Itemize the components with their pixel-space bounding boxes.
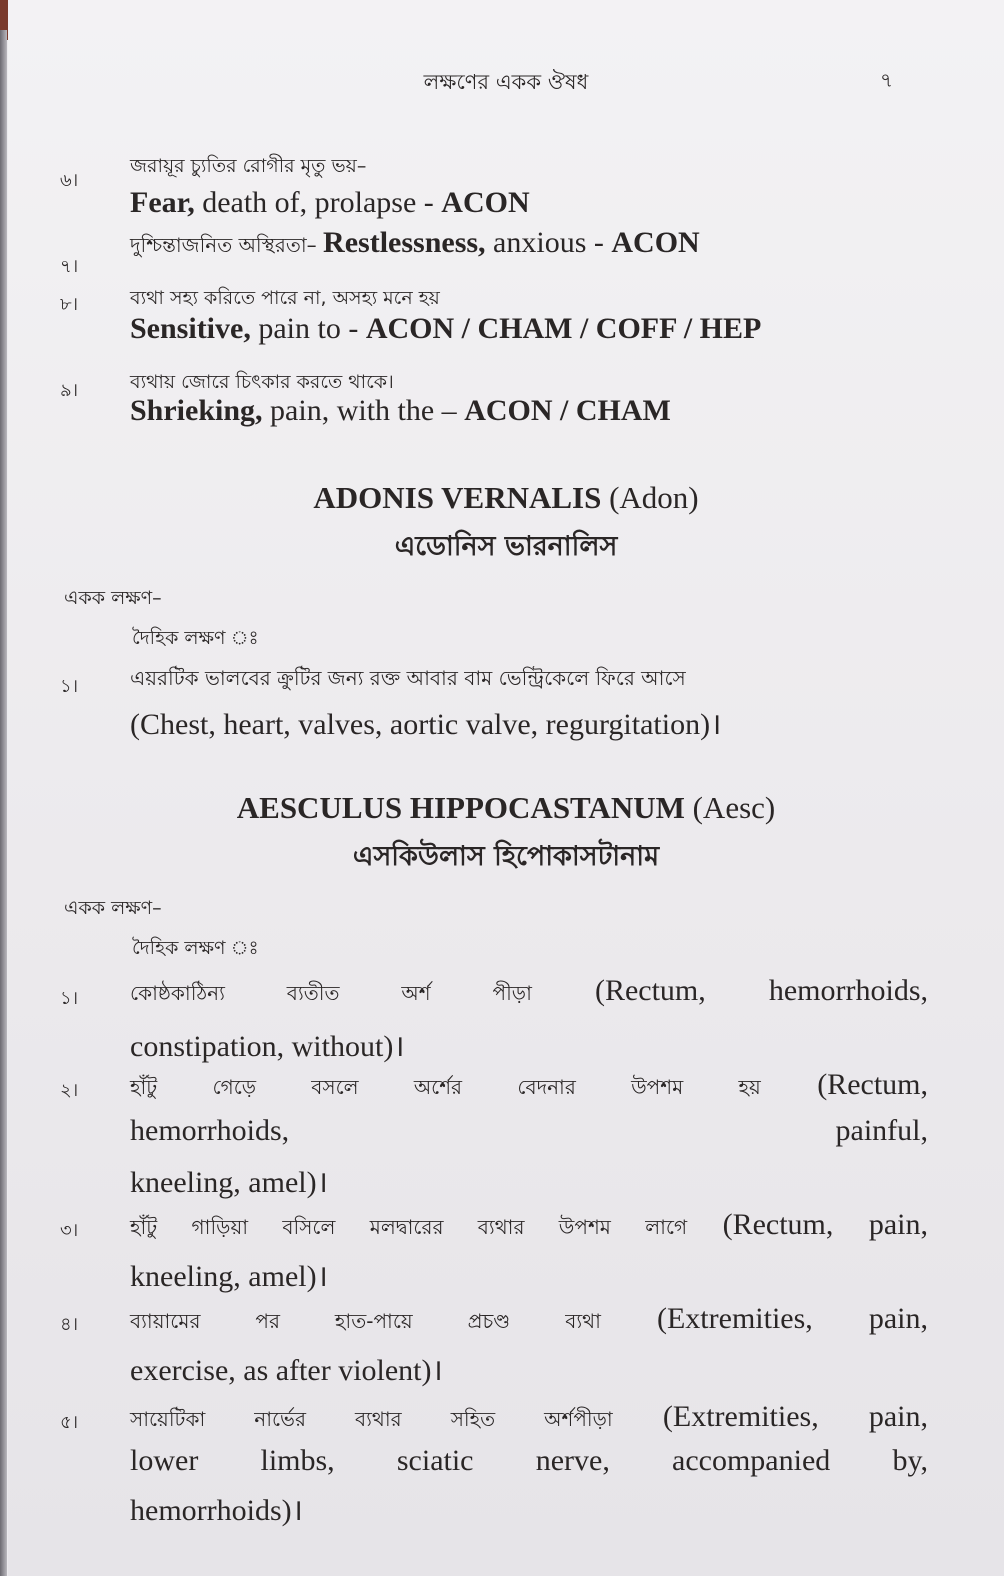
item-line: কোষ্ঠকাঠিন্য ব্যতীত অর্শ পীড়া (Rectum, hemorrhoids, [130, 974, 928, 1007]
subsection-heading: দৈহিক লক্ষণ ঃ [132, 627, 259, 649]
running-header: লক্ষণের একক ঔষধ [423, 70, 589, 94]
item-bengali: ব্যথা সহ্য করিতে পারে না, অসহ্য মনে হয় [130, 287, 440, 309]
remedy-title-bengali: এসকিউলাস হিপোকাসটানাম [352, 841, 660, 872]
remedy-title-bengali: এডোনিস ভারনালিস [394, 531, 618, 562]
item-number: ৪। [60, 1314, 79, 1335]
item-line: সায়েটিকা নার্ভের ব্যথার সহিত অর্শপীড়া (Extremities, pain, [130, 1400, 929, 1433]
remedy-abbr: ACON [441, 186, 530, 219]
section-heading: একক লক্ষণ– [64, 897, 162, 919]
item-number: ৩। [60, 1220, 79, 1241]
item-english: Fear, death of, prolapse - ACON [130, 186, 530, 219]
item-english: Sensitive, pain to - ACON / CHAM / COFF / HEP [130, 312, 762, 345]
item-line: ব্যায়ামের পর হাত-পায়ে প্রচণ্ড ব্যথা (Extremities, pain, [130, 1302, 929, 1335]
item-number: ২। [60, 1080, 79, 1101]
section-heading: একক লক্ষণ– [64, 587, 162, 609]
item-english: Shrieking, pain, with the – ACON / CHAM [130, 394, 671, 427]
item-line: lower limbs, sciatic nerve, accompanied by, [130, 1444, 928, 1477]
item-english: (Chest, heart, valves, aortic valve, regurgitation)। [130, 708, 722, 741]
item-number: ১। [60, 676, 79, 697]
item-line: হাঁটু গেড়ে বসলে অর্শের বেদনার উপশম হয় (Rectum, [130, 1068, 928, 1101]
remedy-title: ADONIS VERNALIS (Adon) [313, 480, 699, 515]
item-line: kneeling, amel)। [130, 1166, 328, 1199]
item-line: exercise, as after violent)। [130, 1354, 443, 1387]
item-number: ৬। [60, 170, 79, 191]
item-line: হাঁটু গাড়িয়া বসিলে মলদ্বারের ব্যথার উপশম লাগে (Rectum, pain, [130, 1208, 929, 1241]
item-number: ৭। [60, 256, 79, 277]
item-bengali: ব্যথায় জোরে চিৎকার করতে থাকে। [130, 371, 394, 393]
item-line: hemorrhoids, painful, [130, 1114, 928, 1147]
subsection-heading: দৈহিক লক্ষণ ঃ [132, 937, 259, 959]
item-bengali: জরায়ূর চ্যুতির রোগীর মৃতু ভয়– [130, 155, 367, 177]
remedy-abbr: ACON [611, 226, 700, 259]
item-line: kneeling, amel)। [130, 1260, 328, 1293]
item-line: hemorrhoids)। [130, 1494, 304, 1527]
book-page [8, 0, 1004, 1576]
remedy-title: AESCULUS HIPPOCASTANUM (Aesc) [236, 790, 776, 825]
book-spine-edge [0, 30, 7, 1576]
item-text: দুশ্চিন্তাজনিত অস্থিরতা– Restlessness, anxious - ACON [130, 226, 700, 259]
item-bengali: এয়রটিক ভালবের ক্রুটির জন্য রক্ত আবার বাম ভেন্ট্রিকেলে ফিরে আসে [130, 666, 686, 690]
item-number: ৮। [60, 294, 79, 315]
page-number: ৭ [880, 68, 894, 92]
item-number: ৫। [60, 1412, 79, 1433]
remedy-abbr: ACON / CHAM / COFF / HEP [365, 312, 762, 345]
remedy-abbr: ACON / CHAM [464, 394, 671, 427]
item-number: ৯। [60, 380, 79, 401]
item-line: constipation, without)। [130, 1030, 405, 1063]
item-number: ১। [60, 988, 79, 1009]
